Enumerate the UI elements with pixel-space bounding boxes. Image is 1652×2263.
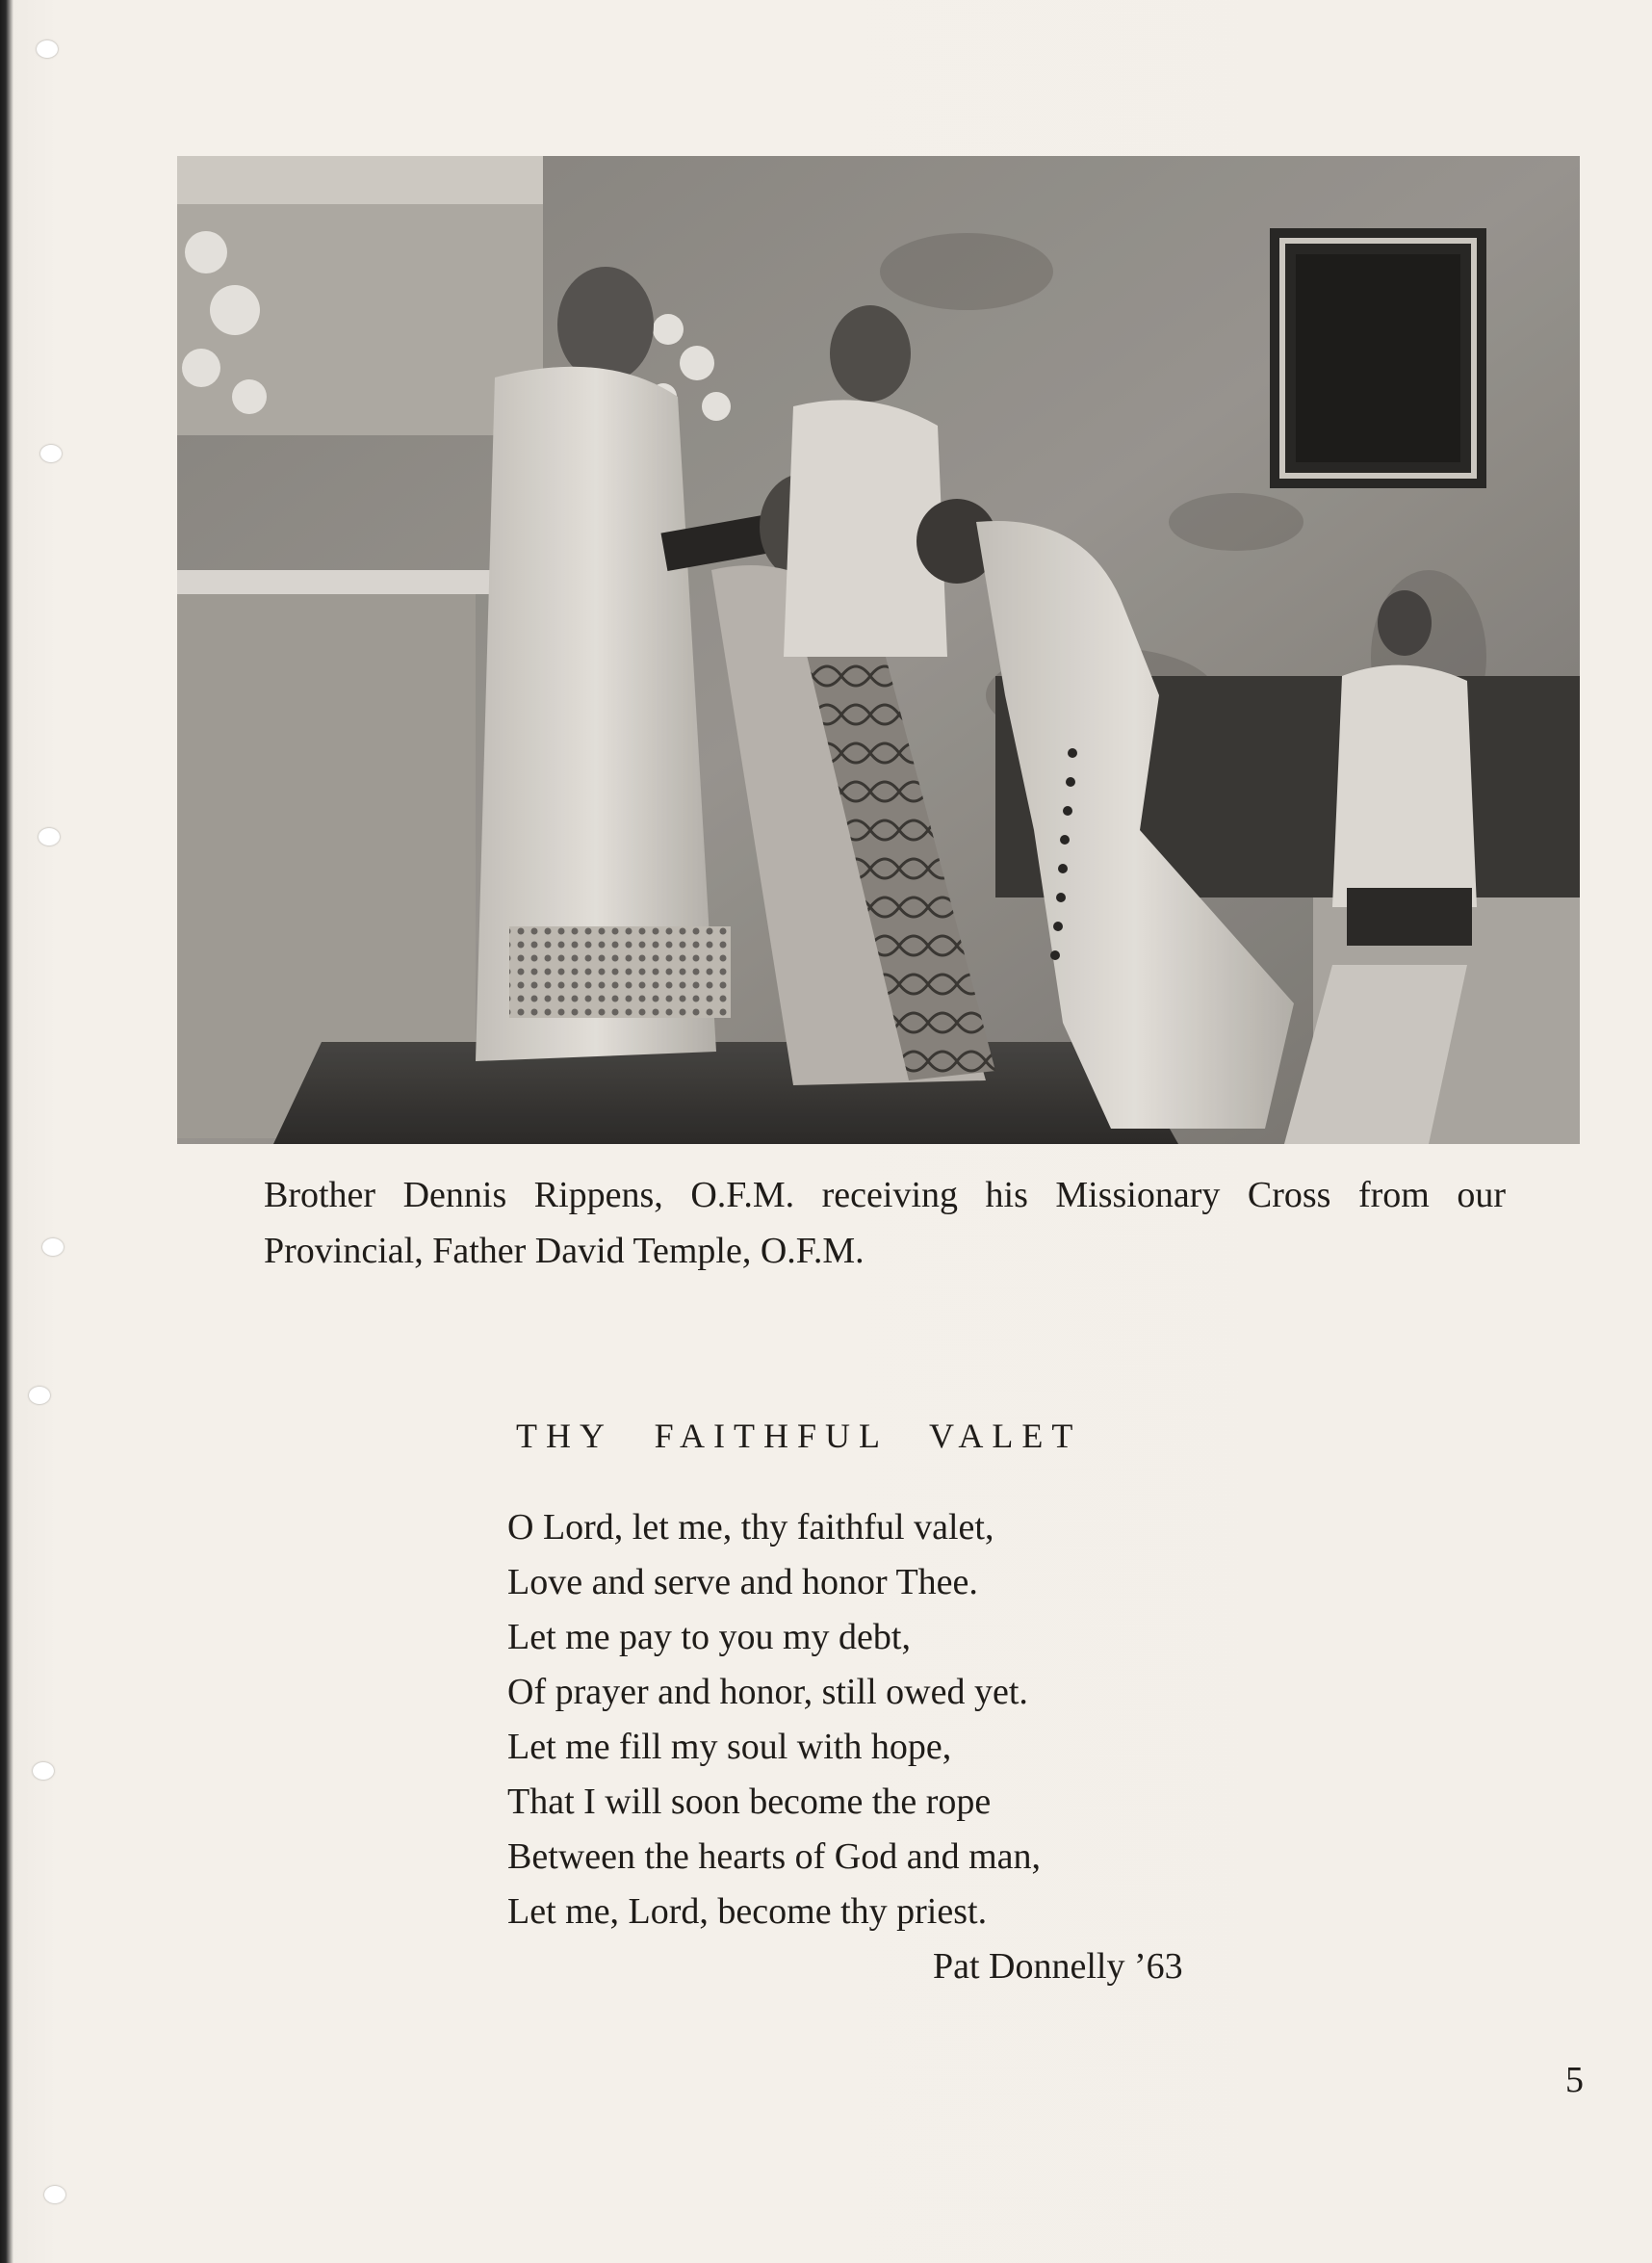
binding-hole: [42, 1238, 64, 1256]
binding-hole: [39, 828, 60, 845]
binding-hole: [33, 1762, 54, 1780]
binding-hole: [40, 445, 62, 462]
poem-line: That I will soon become the rope: [507, 1782, 992, 1822]
poem-line: Of prayer and honor, still owed yet.: [507, 1672, 1028, 1712]
poem-line: O Lord, let me, thy faithful valet,: [507, 1507, 994, 1548]
binding-hole: [29, 1387, 50, 1404]
ceremony-photo: [177, 156, 1580, 1144]
poem-title: THY FAITHFUL VALET: [516, 1417, 1082, 1455]
poem-body: [507, 1500, 1041, 1939]
poem-line: Let me fill my soul with hope,: [507, 1727, 952, 1767]
ceremony-photo-illustration: [177, 156, 1580, 1144]
binding-hole: [44, 2186, 65, 2203]
poem-line: Love and serve and honor Thee.: [507, 1562, 978, 1602]
poem-line: Between the hearts of God and man,: [507, 1836, 1041, 1877]
page-number: 5: [1565, 2060, 1584, 2100]
poem-line: Let me pay to you my debt,: [507, 1617, 911, 1657]
poem-author: Pat Donnelly ’63: [933, 1946, 1183, 1987]
binding-hole: [37, 40, 58, 58]
poem-line: Let me, Lord, become thy priest.: [507, 1891, 988, 1932]
photo-caption: Brother Dennis Rippens, O.F.M. receiving his Missionary Cross from our Provincial, Father David Temple, O.F.M.: [264, 1175, 1506, 1271]
